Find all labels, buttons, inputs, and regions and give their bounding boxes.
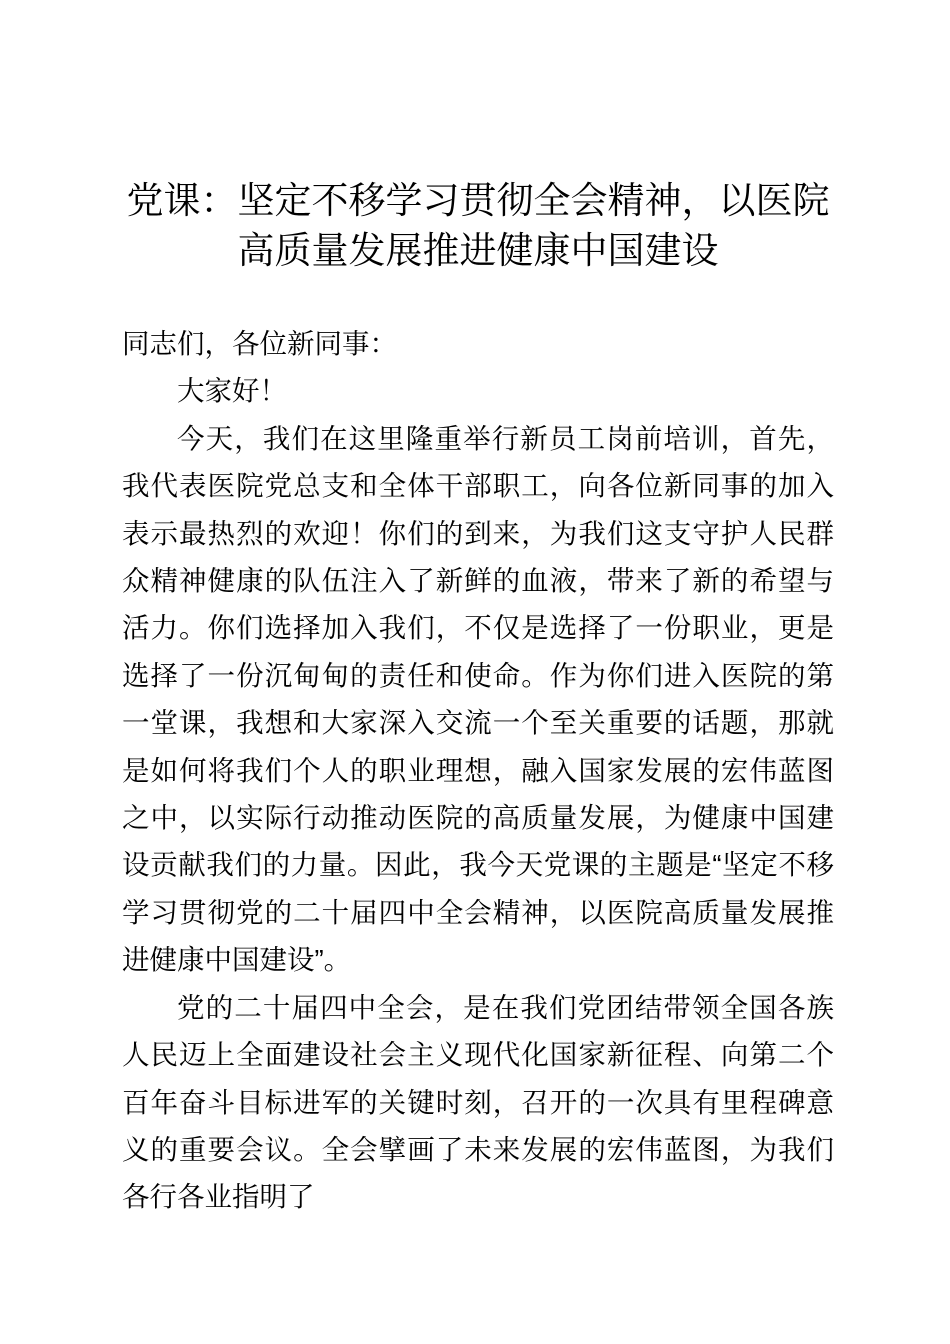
page-title: 党课：坚定不移学习贯彻全会精神，以医院高质量发展推进健康中国建设 — [126, 180, 830, 271]
paragraph-section-one: 党的二十届四中全会，是在我们党团结带领全国各族人民迈上全面建设社会主义现代化国家新征程、向第二个百年奋斗目标进军的关键时刻，召开的一次具有里程碑意义的重要会议。全会擘画了未来发展的宏伟蓝图，为我们各行各业指明了 — [122, 991, 834, 1213]
paragraph-greeting: 大家好！ — [177, 375, 287, 407]
page-content-area — [122, 0, 834, 1221]
paragraph-salutation: 同志们，各位新同事： — [122, 328, 397, 359]
paragraph-opening: 今天，我们在这里隆重举行新员工岗前培训，首先，我代表医院党总支和全体干部职工，向各位新同事的加入表示最热烈的欢迎！你们的到来，为我们这支守护人民群众精神健康的队伍注入了新鲜的血液，带来了新的希望与活力。你们选择加入我们，不仅是选择了一份职业，更是选择了一份沉甸甸的责任和使命。作为你们进入医院的第一堂课，我想和大家深入交流一个至关重要的话题，那就是如何将我们个人的职业理想，融入国家发展的宏伟蓝图之中，以实际行动推动医院的高质量发展，为健康中国建设贡献我们的力量。因此，我今天党课的主题是“坚定不移学习贯彻党的二十届四中全会精神，以医院高质量发展推进健康中国建设”。 — [122, 422, 834, 976]
